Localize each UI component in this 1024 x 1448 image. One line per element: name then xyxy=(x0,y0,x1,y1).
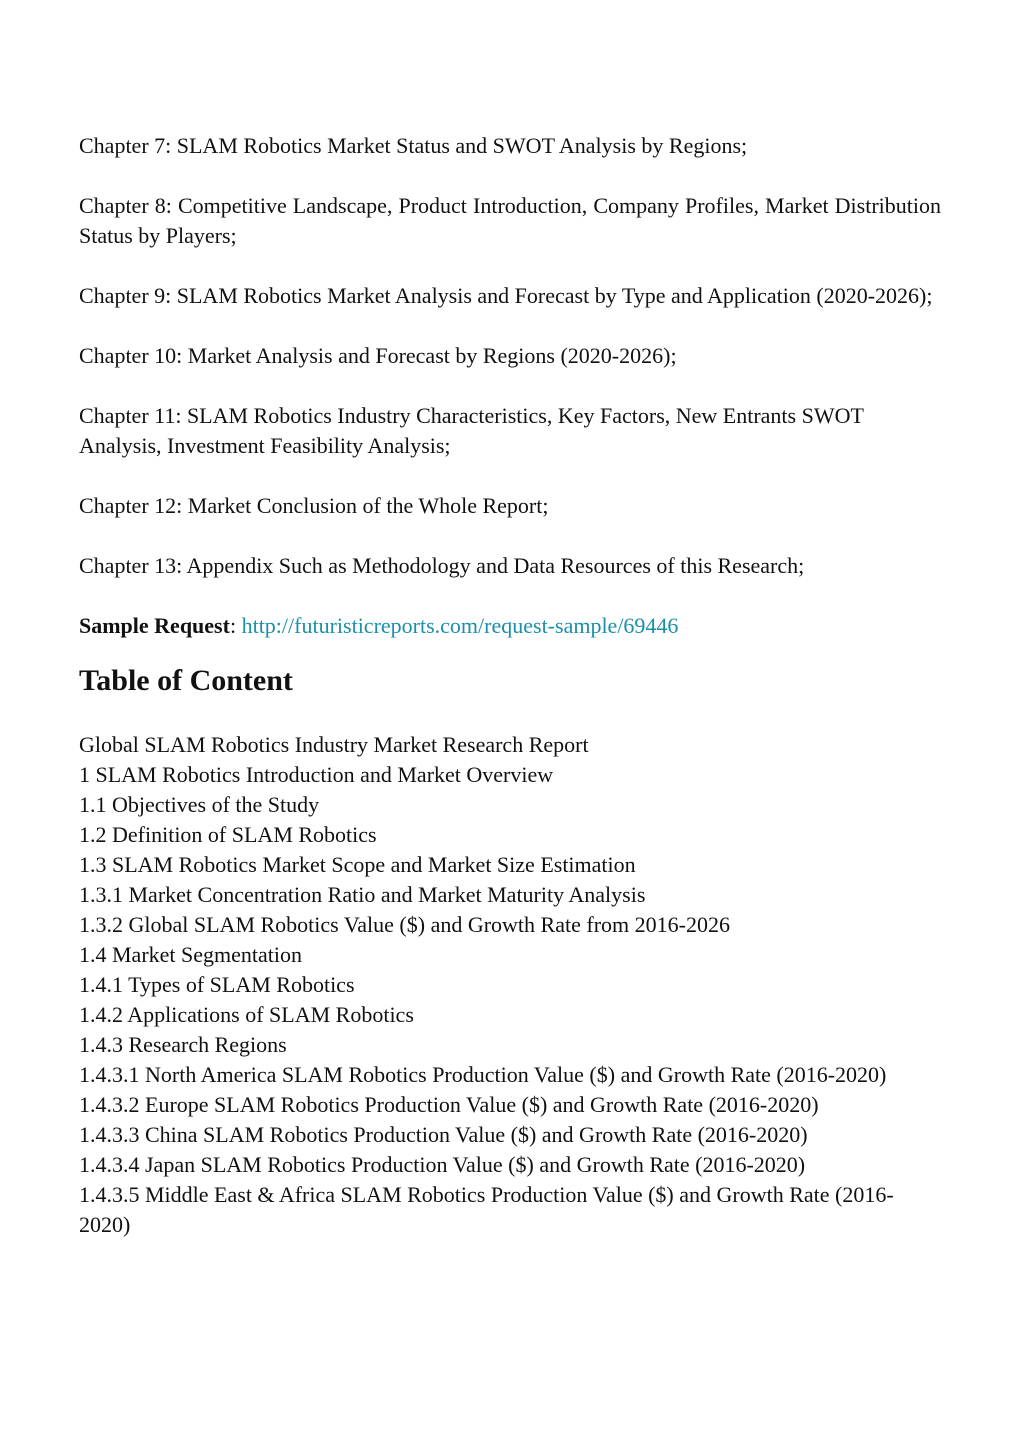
toc-item: 1.4.3 Research Regions xyxy=(79,1032,287,1057)
toc-item: 1.3.1 Market Concentration Ratio and Market Maturity Analysis xyxy=(79,882,646,907)
toc-item: 1.3.2 Global SLAM Robotics Value ($) and Growth Rate from 2016-2026 xyxy=(79,912,730,937)
toc-item: 1.4 Market Segmentation xyxy=(79,942,303,967)
chapter-7-paragraph: Chapter 7: SLAM Robotics Market Status and SWOT Analysis by Regions; xyxy=(79,133,748,158)
toc-item: 1.3 SLAM Robotics Market Scope and Market Size Estimation xyxy=(79,852,636,877)
toc-item: 1.4.1 Types of SLAM Robotics xyxy=(79,972,355,997)
document-page xyxy=(79,131,941,1240)
toc-item: 1.4.3.4 Japan SLAM Robotics Production Value ($) and Growth Rate (2016-2020) xyxy=(79,1152,806,1177)
sample-request-separator: : xyxy=(229,613,242,638)
toc-list xyxy=(79,730,941,1240)
toc-item: 1.4.3.1 North America SLAM Robotics Production Value ($) and Growth Rate (2016-2020) xyxy=(79,1062,887,1087)
chapter-8-paragraph: Chapter 8: Competitive Landscape, Product Introduction, Company Profiles, Market Distribution Status by Players; xyxy=(79,193,941,248)
sample-request-label: Sample Request xyxy=(79,613,230,638)
chapter-13-paragraph: Chapter 13: Appendix Such as Methodology and Data Resources of this Research; xyxy=(79,553,805,578)
toc-item: 1.1 Objectives of the Study xyxy=(79,792,320,817)
sample-request-link[interactable]: http://futuristicreports.com/request-sample/69446 xyxy=(241,613,679,638)
toc-item: 1.2 Definition of SLAM Robotics xyxy=(79,822,377,847)
toc-heading: Table of Content xyxy=(79,664,293,697)
sample-request-line xyxy=(79,611,941,641)
toc-item: 1.4.3.3 China SLAM Robotics Production Value ($) and Growth Rate (2016-2020) xyxy=(79,1122,808,1147)
toc-item: 1.4.3.5 Middle East & Africa SLAM Robotics Production Value ($) and Growth Rate (2016-2020) xyxy=(79,1182,894,1237)
chapter-12-paragraph: Chapter 12: Market Conclusion of the Whole Report; xyxy=(79,493,549,518)
chapter-10-paragraph: Chapter 10: Market Analysis and Forecast by Regions (2020-2026); xyxy=(79,343,677,368)
toc-item: 1.4.3.2 Europe SLAM Robotics Production Value ($) and Growth Rate (2016-2020) xyxy=(79,1092,819,1117)
toc-item: 1.4.2 Applications of SLAM Robotics xyxy=(79,1002,414,1027)
toc-item: 1 SLAM Robotics Introduction and Market Overview xyxy=(79,762,554,787)
toc-item: Global SLAM Robotics Industry Market Research Report xyxy=(79,732,589,757)
chapter-11-paragraph: Chapter 11: SLAM Robotics Industry Characteristics, Key Factors, New Entrants SWOT Analysis, Investment Feasibility Analysis; xyxy=(79,403,864,458)
chapter-9-paragraph: Chapter 9: SLAM Robotics Market Analysis and Forecast by Type and Application (2020-2026); xyxy=(79,283,933,308)
